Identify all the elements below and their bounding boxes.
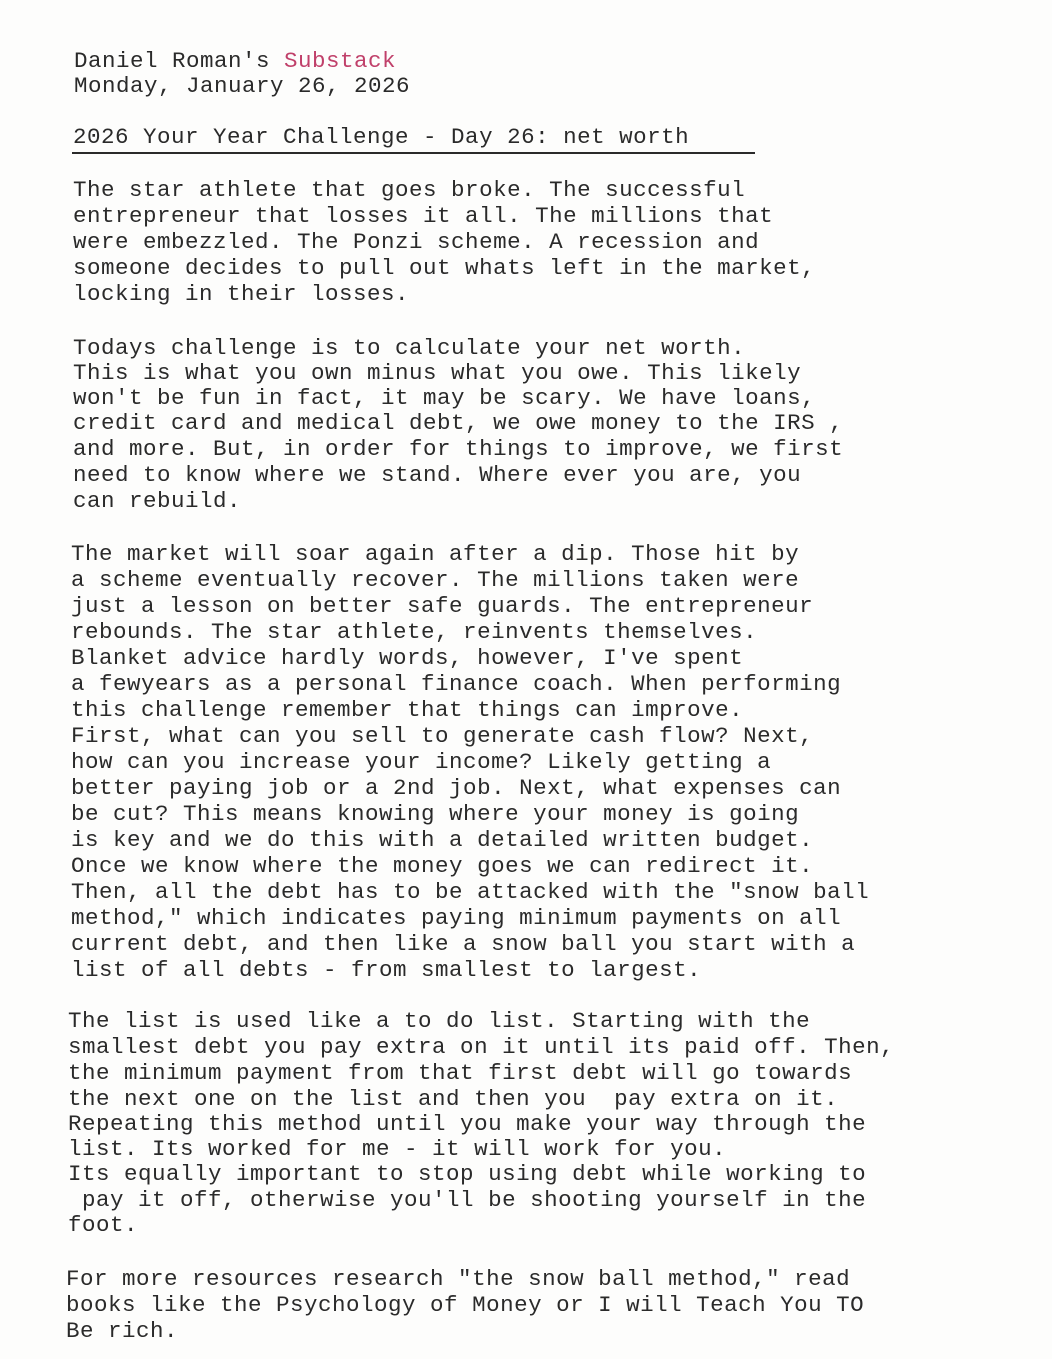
text-line: credit card and medical debt, we owe money to the IRS ,: [73, 410, 844, 436]
text-line: is key and we do this with a detailed written budget.: [71, 827, 814, 853]
text-line: rebounds. The star athlete, reinvents themselves.: [71, 619, 758, 645]
text-line: and more. But, in order for things to improve, we first: [73, 436, 844, 462]
date-line: Monday, January 26, 2026: [74, 73, 411, 99]
title-underline: [72, 152, 755, 154]
text-line: were embezzled. The Ponzi scheme. A recession and: [73, 229, 760, 255]
text-line: Its equally important to stop using debt while working to: [68, 1161, 867, 1187]
text-line: Then, all the debt has to be attacked with the "snow ball: [71, 879, 870, 905]
author-line: [74, 50, 396, 73]
text-line: how can you increase your income? Likely getting a: [71, 749, 772, 775]
text-line: books like the Psychology of Money or I will Teach You TO: [66, 1292, 865, 1318]
text-line: The market will soar again after a dip. Those hit by: [71, 541, 800, 567]
text-line: This is what you own minus what you owe. This likely: [73, 360, 802, 386]
text-line: First, what can you sell to generate cash flow? Next,: [71, 723, 814, 749]
text-line: smallest debt you pay extra on it until its paid off. Then,: [68, 1034, 895, 1060]
text-line: a fewyears as a personal finance coach. When performing: [71, 671, 842, 697]
text-line: the next one on the list and then you pay extra on it.: [68, 1086, 839, 1112]
text-line: Todays challenge is to calculate your net worth.: [73, 335, 746, 361]
text-line: current debt, and then like a snow ball you start with a: [71, 931, 856, 957]
text-line: For more resources research "the snow ball method," read: [66, 1266, 851, 1292]
text-line: be cut? This means knowing where your money is going: [71, 801, 800, 827]
text-line: can rebuild.: [73, 488, 242, 514]
text-line: method," which indicates paying minimum payments on all: [71, 905, 842, 931]
author-name: Daniel Roman's: [74, 48, 285, 74]
text-line: locking in their losses.: [73, 281, 410, 307]
text-line: The star athlete that goes broke. The successful: [73, 177, 746, 203]
text-line: The list is used like a to do list. Starting with the: [68, 1008, 811, 1034]
text-line: won't be fun in fact, it may be scary. We have loans,: [73, 385, 816, 411]
text-line: just a lesson on better safe guards. The entrepreneur: [71, 593, 814, 619]
text-line: a scheme eventually recover. The millions taken were: [71, 567, 800, 593]
text-line: Repeating this method until you make your way through the: [68, 1111, 867, 1137]
text-line: entrepreneur that losses it all. The millions that: [73, 203, 774, 229]
text-line: pay it off, otherwise you'll be shooting yourself in the: [68, 1187, 867, 1213]
text-line: this challenge remember that things can improve.: [71, 697, 744, 723]
text-line: list of all debts - from smallest to largest.: [71, 957, 702, 983]
text-line: foot.: [68, 1212, 139, 1238]
text-line: someone decides to pull out whats left in the market,: [73, 255, 816, 281]
text-line: the minimum payment from that first debt will go towards: [68, 1060, 853, 1086]
text-line: Be rich.: [66, 1318, 179, 1344]
page-title: 2026 Your Year Challenge - Day 26: net worth: [73, 124, 690, 150]
substack-brand: Substack: [284, 48, 397, 74]
text-line: Once we know where the money goes we can redirect it.: [71, 853, 814, 879]
text-line: need to know where we stand. Where ever you are, you: [73, 462, 802, 488]
text-line: list. Its worked for me - it will work for you.: [68, 1136, 727, 1162]
text-line: better paying job or a 2nd job. Next, what expenses can: [71, 775, 842, 801]
text-line: Blanket advice hardly words, however, I've spent: [71, 645, 744, 671]
